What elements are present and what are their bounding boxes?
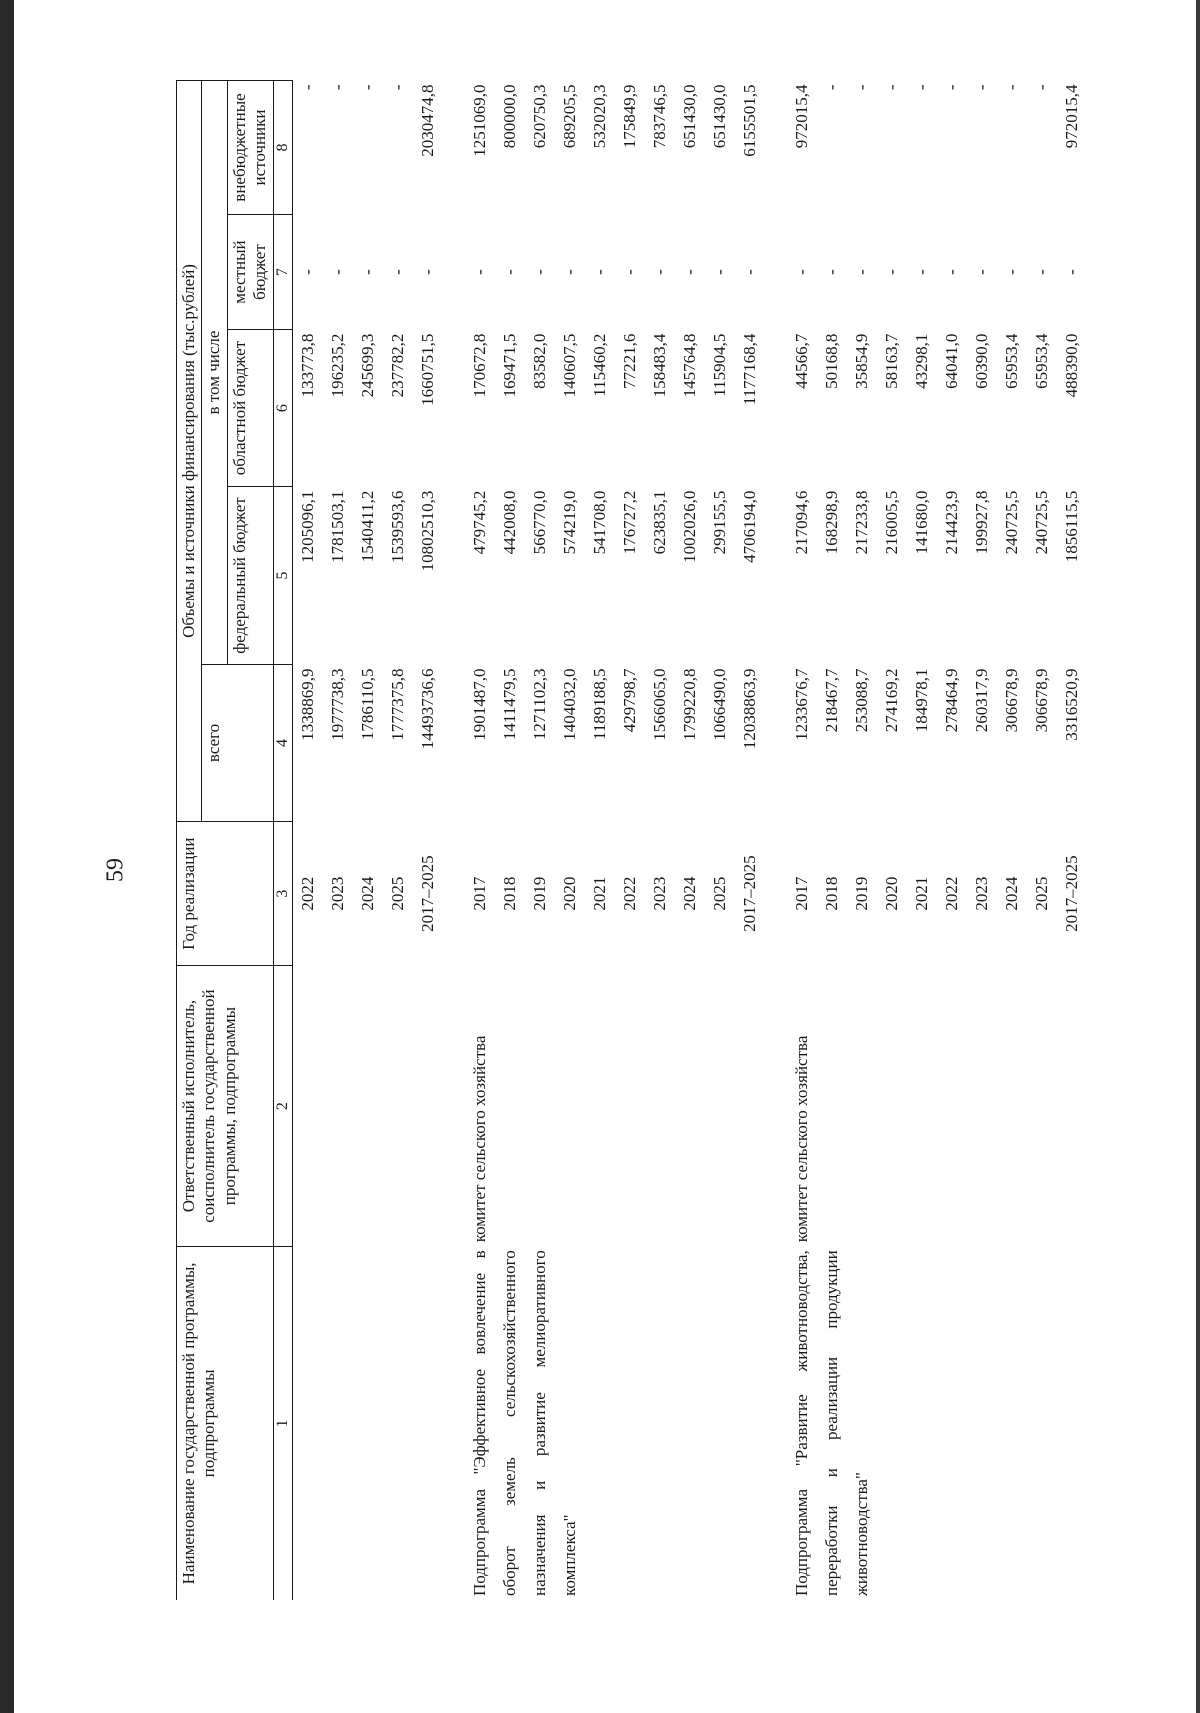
extra-value: 972015,4 bbox=[791, 84, 811, 149]
spacer-cell bbox=[443, 664, 465, 821]
year-cell bbox=[465, 821, 765, 965]
extra-value: 689205,5 bbox=[559, 84, 579, 149]
table-row bbox=[787, 81, 1087, 1601]
spacer-cell bbox=[765, 330, 787, 487]
federal-value: 566770,0 bbox=[529, 490, 549, 555]
year-value: 2022 bbox=[619, 876, 639, 911]
federal-value: 240725,5 bbox=[1001, 490, 1021, 555]
program-name-cell bbox=[787, 1246, 1087, 1600]
scan-edge-right bbox=[1196, 0, 1200, 1713]
header-col-executor: Ответственный исполнитель, соисполнитель государственной программы, подпрограммы bbox=[177, 966, 274, 1246]
spacer-cell bbox=[443, 966, 465, 1246]
regional-value: 50168,8 bbox=[821, 333, 841, 389]
federal-cell bbox=[465, 487, 765, 665]
year-value: 2020 bbox=[559, 876, 579, 911]
extra-value: - bbox=[821, 84, 841, 91]
header-subgroup: в том числе bbox=[202, 81, 227, 665]
column-number: 3 bbox=[273, 821, 292, 965]
executor-name bbox=[293, 970, 323, 1242]
year-value: 2019 bbox=[851, 876, 871, 911]
year-value: 2022 bbox=[941, 876, 961, 911]
regional-value: 115460,2 bbox=[589, 333, 609, 397]
local-value: - bbox=[649, 269, 669, 275]
total-value: 184978,1 bbox=[911, 668, 931, 733]
extra-value: 972015,4 bbox=[1061, 84, 1081, 149]
header-col-total: всего bbox=[202, 664, 273, 821]
federal-value: 1205096,1 bbox=[297, 490, 317, 563]
federal-value: 176727,2 bbox=[619, 490, 639, 555]
column-number: 2 bbox=[273, 966, 292, 1246]
executor-cell bbox=[465, 966, 765, 1246]
total-value: 12038863,9 bbox=[739, 668, 759, 750]
federal-value: 141680,0 bbox=[911, 490, 931, 555]
extra-value: 1251069,0 bbox=[469, 84, 489, 157]
total-value: 1799220,8 bbox=[679, 668, 699, 741]
local-value: - bbox=[327, 269, 347, 275]
year-value: 2024 bbox=[357, 876, 377, 911]
spacer-cell bbox=[443, 330, 465, 487]
federal-value: 168298,9 bbox=[821, 490, 841, 555]
regional-value: 65953,4 bbox=[1001, 333, 1021, 389]
local-value: - bbox=[529, 269, 549, 275]
spacer-cell bbox=[765, 81, 787, 215]
local-value: - bbox=[709, 269, 729, 275]
regional-value: 145764,8 bbox=[679, 333, 699, 398]
regional-value: 158483,4 bbox=[649, 333, 669, 398]
spacer-cell bbox=[443, 215, 465, 330]
header-col-local: местный бюджет bbox=[227, 215, 273, 330]
extra-value: 651430,0 bbox=[679, 84, 699, 149]
column-numbers-row bbox=[273, 81, 292, 1601]
local-value: - bbox=[499, 269, 519, 275]
year-cell bbox=[787, 821, 1087, 965]
year-value: 2022 bbox=[297, 876, 317, 911]
extra-value: - bbox=[941, 84, 961, 91]
regional-value: 237782,2 bbox=[387, 333, 407, 398]
regional-value: 196235,2 bbox=[327, 333, 347, 398]
year-value: 2021 bbox=[589, 876, 609, 911]
table-header bbox=[177, 81, 293, 1601]
extra-value: - bbox=[881, 84, 901, 91]
federal-value: 1539593,6 bbox=[387, 490, 407, 563]
regional-value: 133773,8 bbox=[297, 333, 317, 398]
regional-value: 35854,9 bbox=[851, 333, 871, 389]
year-value: 2023 bbox=[649, 876, 669, 911]
federal-value: 10802510,3 bbox=[417, 490, 437, 572]
federal-value: 1856115,5 bbox=[1061, 490, 1081, 563]
total-value: 306678,9 bbox=[1031, 668, 1051, 733]
local-value: - bbox=[1031, 269, 1051, 275]
total-value: 14493736,6 bbox=[417, 668, 437, 750]
local-cell bbox=[787, 215, 1087, 330]
column-number: 1 bbox=[273, 1246, 292, 1600]
program-name-cell bbox=[292, 1246, 443, 1600]
extra-value: - bbox=[327, 84, 347, 91]
year-value: 2018 bbox=[499, 876, 519, 911]
extra-cell bbox=[465, 81, 765, 215]
extra-value: 651430,0 bbox=[709, 84, 729, 149]
extra-value: - bbox=[971, 84, 991, 91]
rotated-table-container bbox=[176, 60, 1081, 1600]
local-value: - bbox=[417, 269, 437, 275]
regional-value: 60390,0 bbox=[971, 333, 991, 389]
program-name-cell bbox=[465, 1246, 765, 1600]
federal-value: 574219,0 bbox=[559, 490, 579, 555]
page-number: 59 bbox=[102, 858, 129, 882]
total-value: 274169,2 bbox=[881, 668, 901, 733]
local-value: - bbox=[297, 269, 317, 275]
year-value: 2017–2025 bbox=[739, 855, 759, 932]
local-value: - bbox=[619, 269, 639, 275]
executor-cell bbox=[292, 966, 443, 1246]
federal-value: 217094,6 bbox=[791, 490, 811, 555]
total-value: 429798,7 bbox=[619, 668, 639, 733]
year-value: 2025 bbox=[1031, 876, 1051, 911]
year-value: 2024 bbox=[1001, 876, 1021, 911]
federal-value: 541708,0 bbox=[589, 490, 609, 555]
total-cell bbox=[292, 664, 443, 821]
regional-value: 44566,7 bbox=[791, 333, 811, 389]
local-cell bbox=[292, 215, 443, 330]
column-number: 5 bbox=[273, 487, 292, 665]
total-value: 253088,7 bbox=[851, 668, 871, 733]
regional-value: 64041,0 bbox=[941, 333, 961, 389]
regional-value: 83582,0 bbox=[529, 333, 549, 389]
extra-value: - bbox=[297, 84, 317, 91]
executor-name: комитет сельского хозяйства bbox=[469, 1035, 489, 1243]
year-value: 2017–2025 bbox=[417, 855, 437, 932]
header-col-year: Год реализации bbox=[177, 821, 274, 965]
local-value: - bbox=[971, 269, 991, 275]
local-value: - bbox=[739, 269, 759, 275]
extra-cell bbox=[292, 81, 443, 215]
scan-edge-left bbox=[0, 0, 14, 1713]
total-value: 1977738,3 bbox=[327, 668, 347, 741]
local-value: - bbox=[387, 269, 407, 275]
total-value: 1404032,0 bbox=[559, 668, 579, 741]
local-value: - bbox=[851, 269, 871, 275]
extra-value: 6155501,5 bbox=[739, 84, 759, 157]
federal-value: 479745,2 bbox=[469, 490, 489, 555]
total-value: 1338869,9 bbox=[297, 668, 317, 741]
header-col-federal: федеральный бюджет bbox=[227, 487, 273, 665]
total-cell bbox=[787, 664, 1087, 821]
total-value: 1411479,5 bbox=[499, 668, 519, 741]
federal-value: 623835,1 bbox=[649, 490, 669, 555]
spacer-cell bbox=[443, 1246, 465, 1600]
total-value: 278464,9 bbox=[941, 668, 961, 733]
program-name: Подпрограмма "Эффективное вовлечение в оборот земель сельскохозяйственного назначения и развитие мелиоративного комплекса" bbox=[469, 1250, 579, 1596]
table-row bbox=[292, 81, 443, 1601]
column-number: 6 bbox=[273, 330, 292, 487]
regional-value: 65953,4 bbox=[1031, 333, 1051, 389]
regional-value: 1660751,5 bbox=[417, 333, 437, 406]
federal-value: 199927,8 bbox=[971, 490, 991, 555]
year-value: 2018 bbox=[821, 876, 841, 911]
total-value: 1786110,5 bbox=[357, 668, 377, 741]
total-value: 1066490,0 bbox=[709, 668, 729, 741]
header-col-extra: внебюджетные источники bbox=[227, 81, 273, 215]
extra-cell bbox=[787, 81, 1087, 215]
federal-value: 1540411,2 bbox=[357, 490, 377, 563]
spacer-cell bbox=[765, 664, 787, 821]
header-group-financing: Объемы и источники финансирования (тыс.рублей) bbox=[177, 81, 202, 822]
regional-value: 488390,0 bbox=[1061, 333, 1081, 398]
federal-value: 442008,0 bbox=[499, 490, 519, 555]
extra-value: - bbox=[357, 84, 377, 91]
year-value: 2024 bbox=[679, 876, 699, 911]
total-value: 260317,9 bbox=[971, 668, 991, 733]
total-value: 1189188,5 bbox=[589, 668, 609, 741]
extra-value: 620750,3 bbox=[529, 84, 549, 149]
year-cell bbox=[292, 821, 443, 965]
block-spacer bbox=[443, 81, 465, 1601]
local-value: - bbox=[589, 269, 609, 275]
extra-value: 175849,9 bbox=[619, 84, 639, 149]
extra-value: 532020,3 bbox=[589, 84, 609, 149]
table-row bbox=[465, 81, 765, 1601]
year-value: 2021 bbox=[911, 876, 931, 911]
program-name: Подпрограмма "Развитие животноводства, переработки и реализации продукции животноводства" bbox=[791, 1250, 871, 1596]
regional-value: 115904,5 bbox=[709, 333, 729, 397]
year-value: 2023 bbox=[971, 876, 991, 911]
total-value: 1566065,0 bbox=[649, 668, 669, 741]
executor-name: комитет сельского хозяйства bbox=[791, 1035, 811, 1243]
local-value: - bbox=[941, 269, 961, 275]
local-value: - bbox=[881, 269, 901, 275]
federal-value: 216005,5 bbox=[881, 490, 901, 555]
local-value: - bbox=[559, 269, 579, 275]
spacer-cell bbox=[443, 81, 465, 215]
total-value: 1233676,7 bbox=[791, 668, 811, 741]
regional-value: 77221,6 bbox=[619, 333, 639, 389]
spacer-cell bbox=[443, 487, 465, 665]
year-value: 2020 bbox=[881, 876, 901, 911]
regional-cell bbox=[787, 330, 1087, 487]
column-number: 7 bbox=[273, 215, 292, 330]
federal-value: 4706194,0 bbox=[739, 490, 759, 563]
year-value: 2025 bbox=[709, 876, 729, 911]
local-value: - bbox=[911, 269, 931, 275]
regional-value: 43298,1 bbox=[911, 333, 931, 389]
spacer-cell bbox=[765, 821, 787, 965]
local-value: - bbox=[1001, 269, 1021, 275]
local-value: - bbox=[357, 269, 377, 275]
federal-value: 217233,8 bbox=[851, 490, 871, 555]
federal-cell bbox=[787, 487, 1087, 665]
extra-value: 2030474,8 bbox=[417, 84, 437, 157]
spacer-cell bbox=[765, 1246, 787, 1600]
federal-value: 1002026,0 bbox=[679, 490, 699, 563]
local-value: - bbox=[469, 269, 489, 275]
header-col-name: Наименование государственной программы, подпрограммы bbox=[177, 1246, 274, 1600]
total-value: 218467,7 bbox=[821, 668, 841, 733]
local-value: - bbox=[791, 269, 811, 275]
federal-cell bbox=[292, 487, 443, 665]
extra-value: - bbox=[387, 84, 407, 91]
year-value: 2017–2025 bbox=[1061, 855, 1081, 932]
extra-value: - bbox=[911, 84, 931, 91]
year-value: 2017 bbox=[469, 876, 489, 911]
total-value: 306678,9 bbox=[1001, 668, 1021, 733]
table-body bbox=[292, 81, 1087, 1601]
total-cell bbox=[465, 664, 765, 821]
column-number: 4 bbox=[273, 664, 292, 821]
regional-value: 58163,7 bbox=[881, 333, 901, 389]
extra-value: 800000,0 bbox=[499, 84, 519, 149]
year-value: 2025 bbox=[387, 876, 407, 911]
federal-value: 1781503,1 bbox=[327, 490, 347, 563]
header-col-regional: областной бюджет bbox=[227, 330, 273, 487]
year-value: 2023 bbox=[327, 876, 347, 911]
extra-value: 783746,5 bbox=[649, 84, 669, 149]
local-value: - bbox=[821, 269, 841, 275]
regional-value: 169471,5 bbox=[499, 333, 519, 398]
total-value: 3316520,9 bbox=[1061, 668, 1081, 741]
extra-value: - bbox=[851, 84, 871, 91]
spacer-cell bbox=[443, 821, 465, 965]
regional-value: 1177168,4 bbox=[739, 333, 759, 406]
regional-value: 170672,8 bbox=[469, 333, 489, 398]
regional-cell bbox=[465, 330, 765, 487]
local-value: - bbox=[679, 269, 699, 275]
extra-value: - bbox=[1001, 84, 1021, 91]
federal-value: 240725,5 bbox=[1031, 490, 1051, 555]
regional-value: 245699,3 bbox=[357, 333, 377, 398]
total-value: 1271102,3 bbox=[529, 668, 549, 741]
spacer-cell bbox=[765, 215, 787, 330]
federal-value: 299155,5 bbox=[709, 490, 729, 555]
federal-value: 214423,9 bbox=[941, 490, 961, 555]
regional-cell bbox=[292, 330, 443, 487]
regional-value: 140607,5 bbox=[559, 333, 579, 398]
local-cell bbox=[465, 215, 765, 330]
year-value: 2017 bbox=[791, 876, 811, 911]
local-value: - bbox=[1061, 269, 1081, 275]
financing-table bbox=[176, 80, 1087, 1600]
extra-value: - bbox=[1031, 84, 1051, 91]
spacer-cell bbox=[765, 966, 787, 1246]
year-value: 2019 bbox=[529, 876, 549, 911]
total-value: 1901487,0 bbox=[469, 668, 489, 741]
column-number: 8 bbox=[273, 81, 292, 215]
executor-cell bbox=[787, 966, 1087, 1246]
block-spacer bbox=[765, 81, 787, 1601]
total-value: 1777375,8 bbox=[387, 668, 407, 741]
spacer-cell bbox=[765, 487, 787, 665]
